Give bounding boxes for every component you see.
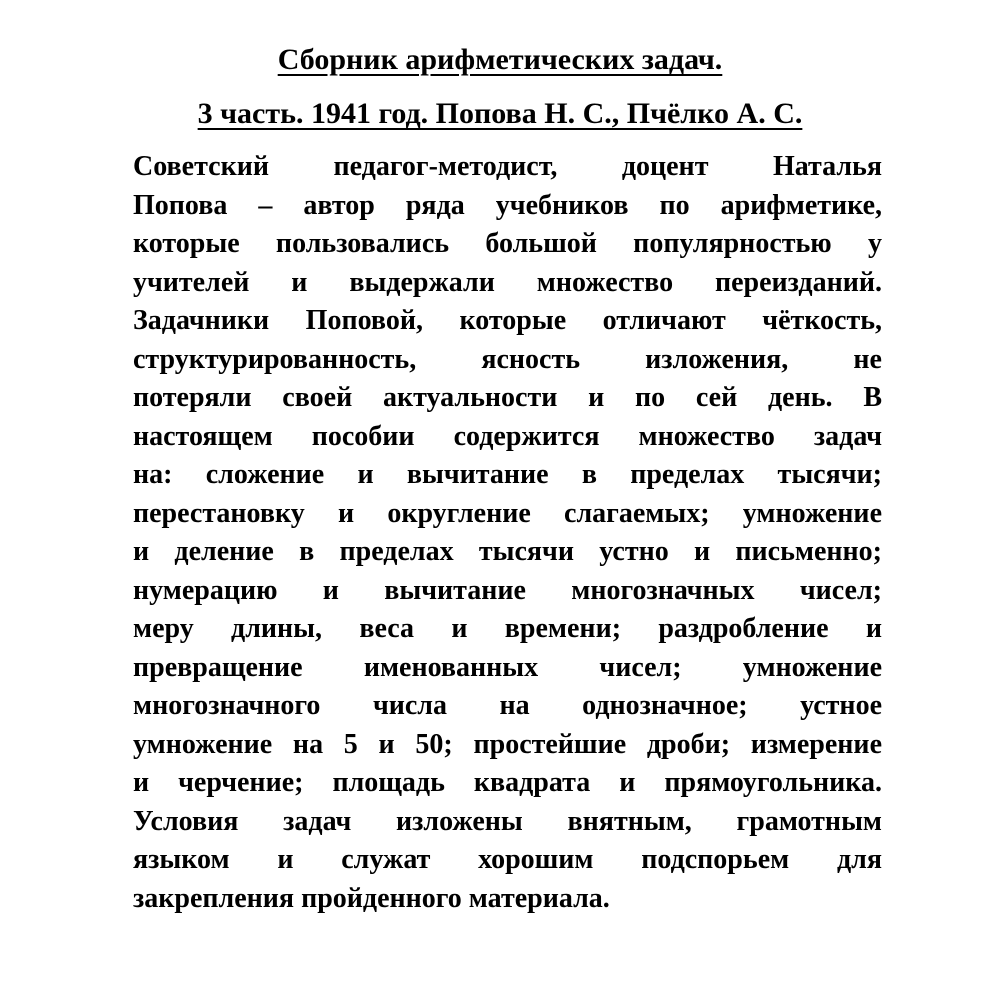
body-line: Условия задач изложены внятным, грамотным	[133, 805, 882, 837]
document-body	[133, 148, 882, 918]
body-line: и черчение; площадь квадрата и прямоугольника.	[133, 767, 882, 798]
body-line: нумерацию и вычитание многозначных чисел;	[133, 574, 882, 606]
body-line: языком и служат хорошим подспорьем для	[133, 844, 882, 875]
body-line: Попова – автор ряда учебников по арифметике,	[133, 189, 882, 221]
body-line: Советский педагог-методист, доцент Наталья	[133, 151, 882, 182]
body-line: настоящем пособии содержится множество задач	[133, 420, 882, 452]
body-line: учителей и выдержали множество переизданий.	[133, 266, 882, 298]
document-subtitle: 3 часть. 1941 год. Попова Н. С., Пчёлко А. С.	[197, 97, 803, 130]
body-line: многозначного числа на однозначное; устное	[133, 690, 882, 721]
body-line: умножение на 5 и 50; простейшие дроби; измерение	[133, 728, 882, 760]
body-line: перестановку и округление слагаемых; умножение	[133, 497, 882, 529]
body-line: которые пользовались большой популярностью у	[133, 228, 882, 259]
body-line: потеряли своей актуальности и по сей день. В	[133, 382, 882, 413]
body-line: структурированность, ясность изложения, не	[133, 343, 882, 375]
body-line: на: сложение и вычитание в пределах тысячи;	[133, 459, 882, 490]
body-line: закрепления пройденного материала.	[133, 882, 610, 914]
body-line: и деление в пределах тысячи устно и письменно;	[133, 536, 882, 567]
document-title: Сборник арифметических задач.	[277, 43, 723, 76]
body-line: Задачники Поповой, которые отличают чёткость,	[133, 305, 882, 336]
body-line: меру длины, веса и времени; раздробление и	[133, 613, 882, 644]
body-line: превращение именованных чисел; умножение	[133, 651, 882, 683]
